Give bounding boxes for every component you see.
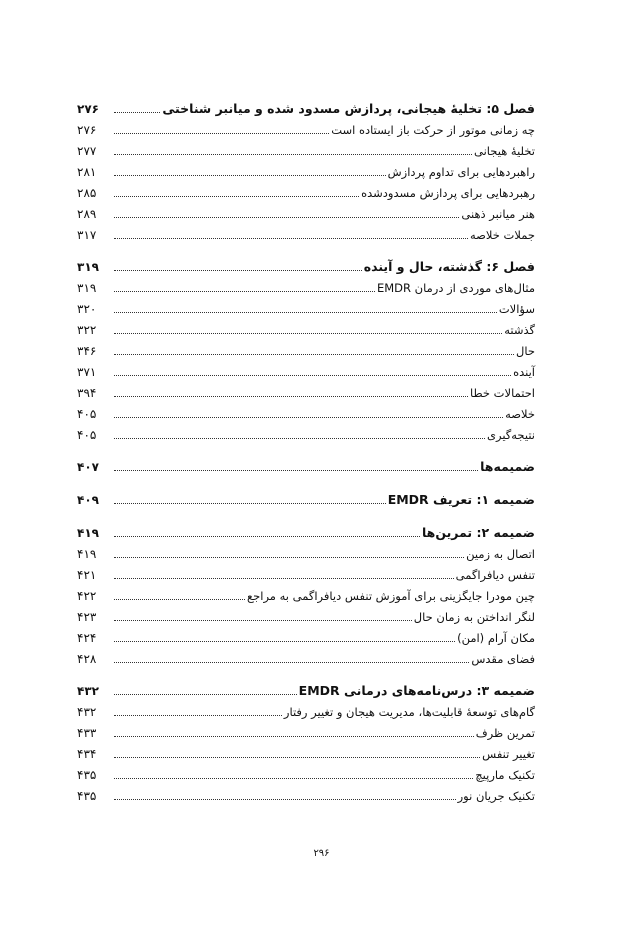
dot-leader xyxy=(114,578,454,579)
dot-leader xyxy=(114,778,473,779)
toc-entry-title: تنفس دیافراگمی xyxy=(455,568,535,582)
toc-page-number: ۴۳۵ xyxy=(77,768,97,782)
toc-entry xyxy=(77,422,535,442)
dot-leader xyxy=(114,694,297,695)
toc-entry xyxy=(77,117,535,137)
toc-entry-title: چه زمانی موتور از حرکت باز ایستاده است xyxy=(331,123,535,137)
toc-entry xyxy=(77,159,535,179)
dot-leader xyxy=(114,238,468,239)
toc-section-heading xyxy=(77,678,535,698)
toc-entry-title: مثال‌های موردی از درمان EMDR xyxy=(376,281,535,295)
toc-entry xyxy=(77,275,535,295)
toc-page-number: ۲۷۶ xyxy=(77,102,99,116)
toc-entry xyxy=(77,699,535,719)
toc-entry-title: خلاصه xyxy=(505,407,535,421)
toc-page-number: ۲۷۶ xyxy=(77,123,97,137)
toc-entry-title: احتمالات خطا xyxy=(469,386,535,400)
toc-page-number: ۳۲۰ xyxy=(77,302,97,316)
dot-leader xyxy=(114,641,455,642)
toc-page-number: ۴۳۴ xyxy=(77,747,97,761)
toc-entry xyxy=(77,222,535,242)
toc-section-heading xyxy=(77,487,535,507)
toc-page-number: ۳۱۹ xyxy=(77,260,99,274)
toc-entry-title: ضمیمه ۳: درس‌نامه‌های درمانی EMDR xyxy=(298,683,535,698)
toc-entry-title: ضمیمه ۱: تعریف EMDR xyxy=(387,492,535,507)
dot-leader xyxy=(114,736,474,737)
toc-section-heading xyxy=(77,96,535,116)
dot-leader xyxy=(114,470,478,471)
toc-entry-title: گام‌های توسعهٔ قابلیت‌ها، مدیریت هیجان و تغییر رفتار xyxy=(283,705,535,719)
toc-entry-title: آینده xyxy=(513,365,535,379)
toc-entry xyxy=(77,541,535,561)
dot-leader xyxy=(114,133,329,134)
toc-entry xyxy=(77,338,535,358)
toc-entry-title: هنر میانبر ذهنی xyxy=(461,207,535,221)
toc-page-number: ۲۸۱ xyxy=(77,165,97,179)
dot-leader xyxy=(114,375,511,376)
toc-page-number: ۴۳۵ xyxy=(77,789,97,803)
dot-leader xyxy=(114,557,464,558)
toc-page-number: ۴۲۲ xyxy=(77,589,97,603)
toc-page-number: ۳۱۷ xyxy=(77,228,97,242)
toc-entry-title: حال xyxy=(516,344,535,358)
toc-page-number: ۳۹۴ xyxy=(77,386,97,400)
toc-entry xyxy=(77,741,535,761)
toc-entry xyxy=(77,296,535,316)
dot-leader xyxy=(114,154,472,155)
dot-leader xyxy=(114,196,359,197)
toc-page-number: ۳۷۱ xyxy=(77,365,97,379)
dot-leader xyxy=(114,112,160,113)
toc-page-number: ۳۱۹ xyxy=(77,281,97,295)
toc-page-number: ۴۲۳ xyxy=(77,610,97,624)
dot-leader xyxy=(114,757,480,758)
toc-entry xyxy=(77,604,535,624)
toc-entry xyxy=(77,401,535,421)
toc-entry-title: سؤالات xyxy=(498,302,535,316)
toc-page-number: ۴۲۱ xyxy=(77,568,97,582)
toc-page-number: ۴۳۲ xyxy=(77,684,99,698)
toc-entry-title: لنگر انداختن به زمان حال xyxy=(413,610,535,624)
toc-entry-title: ضمیمه‌ها xyxy=(480,459,535,474)
dot-leader xyxy=(114,217,459,218)
toc-page-number: ۴۱۹ xyxy=(77,526,99,540)
dot-leader xyxy=(114,715,282,716)
toc-entry-title: ضمیمه ۲: تمرین‌ها xyxy=(421,525,535,540)
toc-entry-title: رهبردهایی برای پردازش مسدودشده xyxy=(361,186,535,200)
toc-page-number: ۴۲۴ xyxy=(77,631,97,645)
dot-leader xyxy=(114,270,362,271)
toc-entry-title: نتیجه‌گیری xyxy=(486,428,535,442)
dot-leader xyxy=(114,620,412,621)
toc-entry xyxy=(77,380,535,400)
toc-entry xyxy=(77,138,535,158)
toc-page-number: ۴۳۲ xyxy=(77,705,97,719)
dot-leader xyxy=(114,291,375,292)
toc-entry-title: چین مودرا جایگزینی برای آموزش تنفس دیافراگمی به مراجع xyxy=(247,589,535,603)
dot-leader xyxy=(114,438,485,439)
toc-page-number: ۴۰۵ xyxy=(77,407,97,421)
dot-leader xyxy=(114,662,469,663)
dot-leader xyxy=(114,333,502,334)
toc-entry xyxy=(77,180,535,200)
toc-entry-title: اتصال به زمین xyxy=(466,547,535,561)
toc-page-number: ۳۴۶ xyxy=(77,344,97,358)
toc-entry xyxy=(77,583,535,603)
dot-leader xyxy=(114,799,456,800)
toc-entry xyxy=(77,359,535,379)
toc-entry-title: تخلیهٔ هیجانی xyxy=(474,144,535,158)
toc-page-number: ۲۷۷ xyxy=(77,144,97,158)
toc-entry xyxy=(77,317,535,337)
toc-entry-title: گذشته xyxy=(504,323,535,337)
toc-page-number: ۴۳۳ xyxy=(77,726,97,740)
toc-page-number: ۴۱۹ xyxy=(77,547,97,561)
toc-entry xyxy=(77,201,535,221)
toc-entry-title: جملات خلاصه xyxy=(469,228,535,242)
toc-entry-title: تغییر تنفس xyxy=(482,747,535,761)
toc-page-number: ۴۰۷ xyxy=(77,460,99,474)
dot-leader xyxy=(114,536,420,537)
page-number: ۲۹۶ xyxy=(313,848,330,859)
toc-entry xyxy=(77,562,535,582)
toc-page-number: ۴۰۵ xyxy=(77,428,97,442)
dot-leader xyxy=(114,417,503,418)
dot-leader xyxy=(114,599,245,600)
dot-leader xyxy=(114,503,386,504)
toc-page-number: ۴۰۹ xyxy=(77,493,99,507)
toc-entry xyxy=(77,646,535,666)
toc-entry-title: تمرین ظرف xyxy=(475,726,535,740)
toc-entry-title: تکنیک مارپیچ xyxy=(475,768,535,782)
toc-entry xyxy=(77,762,535,782)
toc-entry-title: فصل ۶: گذشته، حال و آینده xyxy=(363,259,535,274)
toc-section-heading xyxy=(77,254,535,274)
dot-leader xyxy=(114,396,468,397)
toc-page-number: ۲۸۹ xyxy=(77,207,97,221)
toc-entry-title: فضای مقدس xyxy=(471,652,535,666)
toc-entry xyxy=(77,783,535,803)
toc-section-heading xyxy=(77,520,535,540)
dot-leader xyxy=(114,354,514,355)
toc-entry-title: فصل ۵: تخلیهٔ هیجانی، پردازش مسدود شده و میانبر شناختی xyxy=(162,101,535,116)
toc-entry-title: راهبردهایی برای تداوم پردازش xyxy=(387,165,535,179)
toc-entry-title: مکان آرام (امن) xyxy=(457,631,535,645)
toc-page-number: ۴۲۸ xyxy=(77,652,97,666)
dot-leader xyxy=(114,312,497,313)
toc-section-heading xyxy=(77,454,535,474)
toc-page-number: ۳۲۲ xyxy=(77,323,97,337)
toc-entry-title: تکنیک جریان نور xyxy=(457,789,535,803)
toc-entry xyxy=(77,625,535,645)
toc-page-number: ۲۸۵ xyxy=(77,186,97,200)
dot-leader xyxy=(114,175,386,176)
toc-entry xyxy=(77,720,535,740)
